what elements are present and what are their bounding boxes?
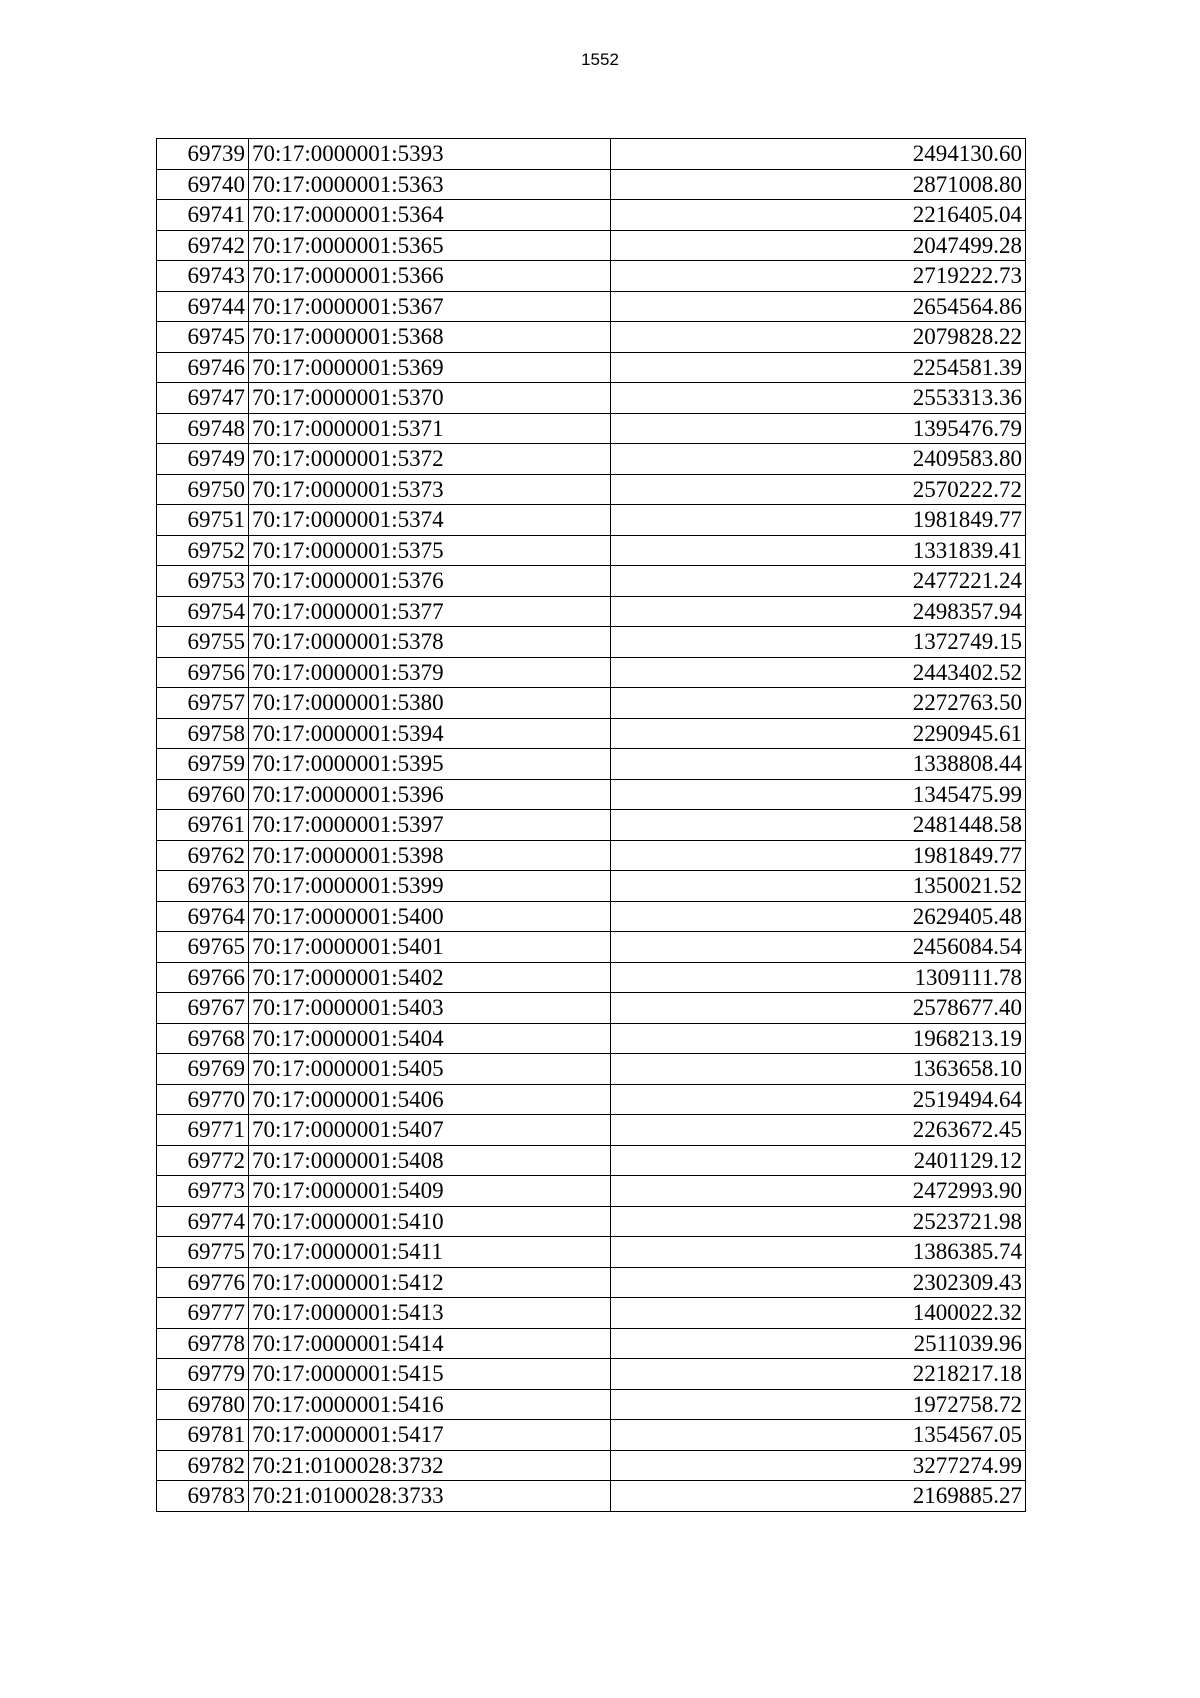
table-row: [157, 261, 1026, 292]
table-row: [157, 596, 1026, 627]
table-row: [157, 413, 1026, 444]
cadastral-value-cell: 1386385.74: [611, 1237, 1026, 1268]
cadastral-value-cell: 2477221.24: [611, 566, 1026, 597]
table-row: [157, 566, 1026, 597]
row-number-cell: 69746: [157, 352, 249, 383]
cadastral-number-cell: 70:17:0000001:5400: [249, 901, 611, 932]
cadastral-number-cell: 70:17:0000001:5414: [249, 1328, 611, 1359]
table-row: [157, 962, 1026, 993]
cadastral-value-cell: 2272763.50: [611, 688, 1026, 719]
cadastral-number-cell: 70:17:0000001:5373: [249, 474, 611, 505]
table-row: [157, 230, 1026, 261]
table-row: [157, 291, 1026, 322]
cadastral-value-cell: 2871008.80: [611, 169, 1026, 200]
table-row: [157, 1054, 1026, 1085]
cadastral-value-cell: 2302309.43: [611, 1267, 1026, 1298]
cadastral-number-cell: 70:17:0000001:5394: [249, 718, 611, 749]
row-number-cell: 69751: [157, 505, 249, 536]
row-number-cell: 69779: [157, 1359, 249, 1390]
table-row: [157, 749, 1026, 780]
cadastral-value-cell: 1400022.32: [611, 1298, 1026, 1329]
table-row: [157, 932, 1026, 963]
cadastral-number-cell: 70:17:0000001:5417: [249, 1420, 611, 1451]
cadastral-value-cell: 1968213.19: [611, 1023, 1026, 1054]
cadastral-number-cell: 70:17:0000001:5380: [249, 688, 611, 719]
cadastral-value-cell: 2409583.80: [611, 444, 1026, 475]
cadastral-value-cell: 1395476.79: [611, 413, 1026, 444]
cadastral-value-cell: 2079828.22: [611, 322, 1026, 353]
cadastral-value-cell: 2494130.60: [611, 139, 1026, 170]
row-number-cell: 69760: [157, 779, 249, 810]
row-number-cell: 69755: [157, 627, 249, 658]
cadastral-number-cell: 70:17:0000001:5413: [249, 1298, 611, 1329]
table-row: [157, 1237, 1026, 1268]
cadastral-value-cell: 2443402.52: [611, 657, 1026, 688]
page-number: 1552: [581, 50, 619, 69]
row-number-cell: 69744: [157, 291, 249, 322]
cadastral-value-cell: 2719222.73: [611, 261, 1026, 292]
cadastral-number-cell: 70:17:0000001:5366: [249, 261, 611, 292]
cadastral-number-cell: 70:17:0000001:5407: [249, 1115, 611, 1146]
cadastral-number-cell: 70:17:0000001:5372: [249, 444, 611, 475]
row-number-cell: 69739: [157, 139, 249, 170]
table-row: [157, 1328, 1026, 1359]
cadastral-value-cell: 2047499.28: [611, 230, 1026, 261]
cadastral-value-cell: 1309111.78: [611, 962, 1026, 993]
row-number-cell: 69766: [157, 962, 249, 993]
table-row: [157, 505, 1026, 536]
cadastral-number-cell: 70:17:0000001:5364: [249, 200, 611, 231]
row-number-cell: 69743: [157, 261, 249, 292]
cadastral-value-cell: 2169885.27: [611, 1481, 1026, 1512]
table-row: [157, 1267, 1026, 1298]
table-row: [157, 993, 1026, 1024]
row-number-cell: 69780: [157, 1389, 249, 1420]
cadastral-number-cell: 70:17:0000001:5378: [249, 627, 611, 658]
row-number-cell: 69754: [157, 596, 249, 627]
row-number-cell: 69783: [157, 1481, 249, 1512]
cadastral-number-cell: 70:17:0000001:5363: [249, 169, 611, 200]
row-number-cell: 69763: [157, 871, 249, 902]
row-number-cell: 69769: [157, 1054, 249, 1085]
cadastral-number-cell: 70:17:0000001:5401: [249, 932, 611, 963]
table-row: [157, 1084, 1026, 1115]
row-number-cell: 69756: [157, 657, 249, 688]
row-number-cell: 69768: [157, 1023, 249, 1054]
cadastral-value-cell: 1338808.44: [611, 749, 1026, 780]
row-number-cell: 69759: [157, 749, 249, 780]
cadastral-value-cell: 2511039.96: [611, 1328, 1026, 1359]
row-number-cell: 69771: [157, 1115, 249, 1146]
table-row: [157, 444, 1026, 475]
table-row: [157, 383, 1026, 414]
row-number-cell: 69742: [157, 230, 249, 261]
table-row: [157, 810, 1026, 841]
cadastral-value-cell: 1345475.99: [611, 779, 1026, 810]
row-number-cell: 69776: [157, 1267, 249, 1298]
cadastral-value-cell: 2218217.18: [611, 1359, 1026, 1390]
cadastral-value-cell: 2553313.36: [611, 383, 1026, 414]
table-row: [157, 535, 1026, 566]
cadastral-number-cell: 70:17:0000001:5405: [249, 1054, 611, 1085]
cadastral-number-cell: 70:17:0000001:5406: [249, 1084, 611, 1115]
row-number-cell: 69774: [157, 1206, 249, 1237]
cadastral-number-cell: 70:17:0000001:5377: [249, 596, 611, 627]
cadastral-number-cell: 70:21:0100028:3732: [249, 1450, 611, 1481]
table-row: [157, 1420, 1026, 1451]
cadastral-number-cell: 70:17:0000001:5371: [249, 413, 611, 444]
cadastral-value-cell: 2216405.04: [611, 200, 1026, 231]
cadastral-number-cell: 70:17:0000001:5398: [249, 840, 611, 871]
row-number-cell: 69765: [157, 932, 249, 963]
row-number-cell: 69748: [157, 413, 249, 444]
cadastral-number-cell: 70:21:0100028:3733: [249, 1481, 611, 1512]
cadastral-number-cell: 70:17:0000001:5415: [249, 1359, 611, 1390]
cadastral-value-cell: 2523721.98: [611, 1206, 1026, 1237]
table-row: [157, 688, 1026, 719]
table-row: [157, 1359, 1026, 1390]
cadastral-value-cell: 2629405.48: [611, 901, 1026, 932]
table-row: [157, 1206, 1026, 1237]
cadastral-number-cell: 70:17:0000001:5416: [249, 1389, 611, 1420]
cadastral-number-cell: 70:17:0000001:5396: [249, 779, 611, 810]
cadastral-number-cell: 70:17:0000001:5399: [249, 871, 611, 902]
row-number-cell: 69745: [157, 322, 249, 353]
cadastral-number-cell: 70:17:0000001:5409: [249, 1176, 611, 1207]
cadastral-number-cell: 70:17:0000001:5395: [249, 749, 611, 780]
table-row: [157, 840, 1026, 871]
row-number-cell: 69775: [157, 1237, 249, 1268]
cadastral-value-table: [156, 138, 1026, 1512]
table-row: [157, 352, 1026, 383]
row-number-cell: 69747: [157, 383, 249, 414]
cadastral-value-cell: 2456084.54: [611, 932, 1026, 963]
cadastral-value-cell: 1354567.05: [611, 1420, 1026, 1451]
cadastral-number-cell: 70:17:0000001:5402: [249, 962, 611, 993]
table-row: [157, 779, 1026, 810]
cadastral-number-cell: 70:17:0000001:5412: [249, 1267, 611, 1298]
row-number-cell: 69761: [157, 810, 249, 841]
row-number-cell: 69781: [157, 1420, 249, 1451]
cadastral-number-cell: 70:17:0000001:5404: [249, 1023, 611, 1054]
cadastral-number-cell: 70:17:0000001:5403: [249, 993, 611, 1024]
cadastral-value-cell: 1331839.41: [611, 535, 1026, 566]
cadastral-number-cell: 70:17:0000001:5408: [249, 1145, 611, 1176]
table-body: [157, 139, 1026, 1512]
table-row: [157, 474, 1026, 505]
row-number-cell: 69770: [157, 1084, 249, 1115]
row-number-cell: 69749: [157, 444, 249, 475]
table-row: [157, 718, 1026, 749]
table-row: [157, 627, 1026, 658]
row-number-cell: 69764: [157, 901, 249, 932]
row-number-cell: 69767: [157, 993, 249, 1024]
table-row: [157, 322, 1026, 353]
cadastral-number-cell: 70:17:0000001:5411: [249, 1237, 611, 1268]
table-row: [157, 200, 1026, 231]
table-row: [157, 1115, 1026, 1146]
row-number-cell: 69758: [157, 718, 249, 749]
cadastral-number-cell: 70:17:0000001:5368: [249, 322, 611, 353]
row-number-cell: 69777: [157, 1298, 249, 1329]
cadastral-value-cell: 2654564.86: [611, 291, 1026, 322]
cadastral-value-cell: 1981849.77: [611, 840, 1026, 871]
table-row: [157, 1176, 1026, 1207]
cadastral-value-cell: 1972758.72: [611, 1389, 1026, 1420]
row-number-cell: 69741: [157, 200, 249, 231]
cadastral-value-cell: 2263672.45: [611, 1115, 1026, 1146]
row-number-cell: 69772: [157, 1145, 249, 1176]
table-row: [157, 169, 1026, 200]
row-number-cell: 69752: [157, 535, 249, 566]
cadastral-value-cell: 2519494.64: [611, 1084, 1026, 1115]
cadastral-number-cell: 70:17:0000001:5369: [249, 352, 611, 383]
row-number-cell: 69782: [157, 1450, 249, 1481]
table-row: [157, 1298, 1026, 1329]
cadastral-number-cell: 70:17:0000001:5365: [249, 230, 611, 261]
cadastral-number-cell: 70:17:0000001:5376: [249, 566, 611, 597]
row-number-cell: 69762: [157, 840, 249, 871]
row-number-cell: 69740: [157, 169, 249, 200]
cadastral-number-cell: 70:17:0000001:5370: [249, 383, 611, 414]
table-row: [157, 1481, 1026, 1512]
table-row: [157, 1145, 1026, 1176]
cadastral-value-cell: 2254581.39: [611, 352, 1026, 383]
table-row: [157, 1023, 1026, 1054]
table-row: [157, 871, 1026, 902]
cadastral-value-cell: 1363658.10: [611, 1054, 1026, 1085]
cadastral-value-cell: 2481448.58: [611, 810, 1026, 841]
row-number-cell: 69757: [157, 688, 249, 719]
cadastral-number-cell: 70:17:0000001:5374: [249, 505, 611, 536]
table-row: [157, 1450, 1026, 1481]
cadastral-number-cell: 70:17:0000001:5410: [249, 1206, 611, 1237]
cadastral-number-cell: 70:17:0000001:5375: [249, 535, 611, 566]
cadastral-value-cell: 2578677.40: [611, 993, 1026, 1024]
cadastral-value-cell: 1350021.52: [611, 871, 1026, 902]
table-row: [157, 1389, 1026, 1420]
table-row: [157, 901, 1026, 932]
cadastral-number-cell: 70:17:0000001:5397: [249, 810, 611, 841]
row-number-cell: 69773: [157, 1176, 249, 1207]
table-row: [157, 139, 1026, 170]
cadastral-number-cell: 70:17:0000001:5393: [249, 139, 611, 170]
cadastral-value-cell: 2290945.61: [611, 718, 1026, 749]
row-number-cell: 69753: [157, 566, 249, 597]
cadastral-value-cell: 2498357.94: [611, 596, 1026, 627]
row-number-cell: 69750: [157, 474, 249, 505]
table-row: [157, 657, 1026, 688]
cadastral-number-cell: 70:17:0000001:5379: [249, 657, 611, 688]
cadastral-value-cell: 1981849.77: [611, 505, 1026, 536]
cadastral-value-cell: 2401129.12: [611, 1145, 1026, 1176]
cadastral-number-cell: 70:17:0000001:5367: [249, 291, 611, 322]
row-number-cell: 69778: [157, 1328, 249, 1359]
cadastral-value-cell: 1372749.15: [611, 627, 1026, 658]
cadastral-value-cell: 2472993.90: [611, 1176, 1026, 1207]
cadastral-value-cell: 2570222.72: [611, 474, 1026, 505]
cadastral-value-cell: 3277274.99: [611, 1450, 1026, 1481]
